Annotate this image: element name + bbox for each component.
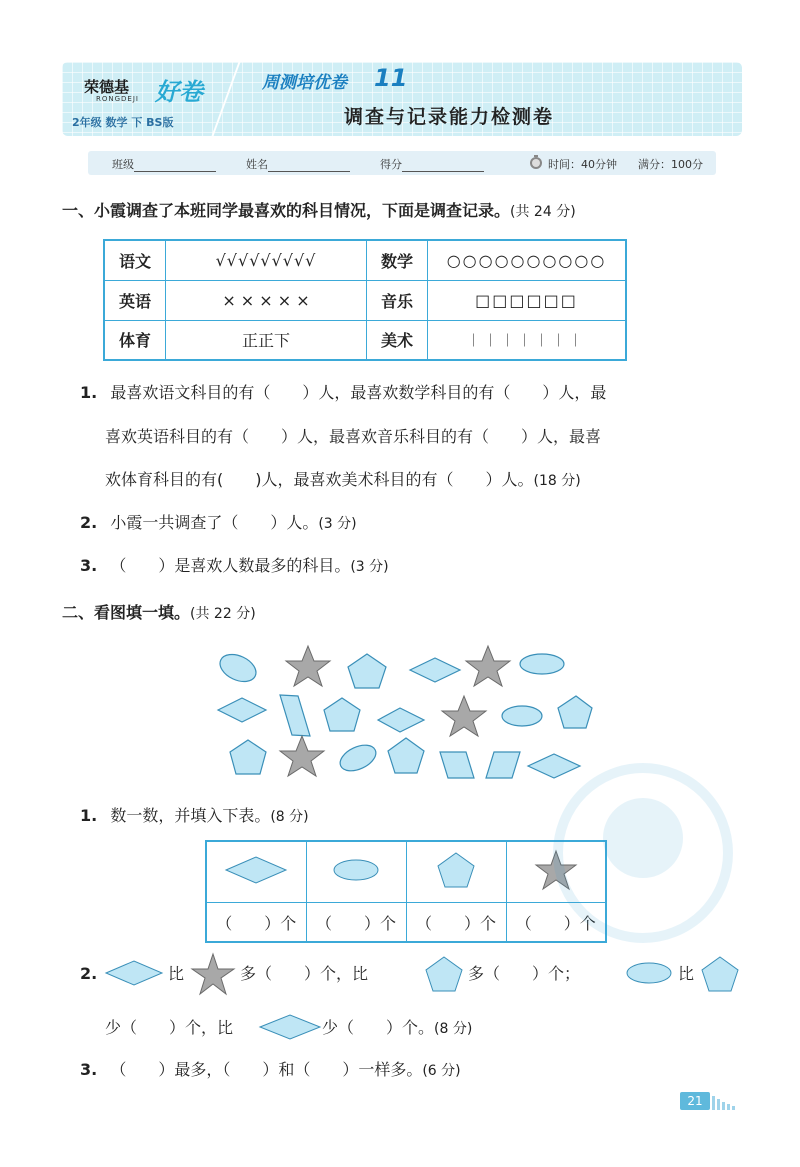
question-1-3: 3. （ ）是喜欢人数最多的科目。(3 分) <box>80 556 389 575</box>
score-blank[interactable] <box>402 159 484 172</box>
full-score: 满分：100分 <box>638 158 703 171</box>
shapes-picture <box>210 640 600 790</box>
text-duo-2: 多（ ）个； <box>468 964 581 983</box>
page-number: 21 <box>680 1092 710 1110</box>
survey-table <box>103 239 627 361</box>
rhombus-icon <box>258 1012 322 1042</box>
pentagon-shape <box>324 698 360 731</box>
tally-cell: √√√√√√√√√ <box>166 240 367 280</box>
question-1-1-line3: 欢体育科目的有( )人，最喜欢美术科目的有（ ）人。(18 分) <box>105 470 581 489</box>
tally-cell: □□□□□□ <box>428 280 627 320</box>
clock-icon <box>528 154 544 173</box>
star-shape <box>280 736 324 776</box>
question-1-1: 1. 最喜欢语文科目的有（ ）人，最喜欢数学科目的有（ ）人，最 <box>80 383 607 402</box>
parallelogram-shape <box>280 695 310 736</box>
question-1-2: 2. 小霞一共调查了（ ）人。(3 分) <box>80 513 357 532</box>
pentagon-shape <box>558 696 592 728</box>
subject-label: 英语 <box>104 280 166 320</box>
brand-name: 荣德基 <box>84 78 130 96</box>
class-blank[interactable] <box>134 159 216 172</box>
grade-label: 2年级 数学 下 BS版 <box>72 116 174 129</box>
oval-shape <box>336 740 380 776</box>
rhombus-shape <box>410 658 460 682</box>
pentagon-icon-cell <box>406 841 506 903</box>
text-bi-1: 比 <box>168 964 185 983</box>
time-limit: 时间：40分钟 <box>548 158 617 171</box>
pentagon-icon <box>700 955 740 993</box>
text-bi-2: 比 <box>678 964 695 983</box>
series-number: 11 <box>374 64 408 92</box>
oval-icon <box>624 960 674 986</box>
tally-cell: ｜｜｜｜｜｜｜ <box>428 320 627 360</box>
subject-label: 数学 <box>367 240 428 280</box>
star-shape <box>286 646 330 686</box>
section1-title: 一、小霞调查了本班同学最喜欢的科目情况，下面是调查记录。(共 24 分) <box>62 201 576 220</box>
text-shao-1: 少（ ）个，比 <box>105 1018 234 1037</box>
subject-label: 体育 <box>104 320 166 360</box>
info-bar <box>88 151 716 175</box>
text-shao-2: 少（ ）个。(8 分) <box>322 1018 473 1037</box>
page-bars-decoration <box>712 1096 740 1110</box>
logo-text: 好卷 <box>155 78 203 106</box>
oval-icon-cell <box>306 841 406 903</box>
star-shape <box>466 646 510 686</box>
name-blank[interactable] <box>268 159 350 172</box>
count-table <box>205 840 607 943</box>
star-shape <box>442 696 486 736</box>
rhombus-shape <box>218 698 266 722</box>
tally-cell: ○○○○○○○○○○ <box>428 240 627 280</box>
star-icon <box>190 952 236 996</box>
tally-cell: × × × × × <box>166 280 367 320</box>
name-label: 姓名 <box>246 158 268 171</box>
subject-label: 美术 <box>367 320 428 360</box>
question-2-3: 3. （ ）最多，（ ）和（ ）一样多。(6 分) <box>80 1060 461 1079</box>
pentagon-shape <box>230 740 266 774</box>
brand-english: RONGDEJI <box>96 95 139 103</box>
class-label: 班级 <box>112 158 134 171</box>
tally-cell: 正正下 <box>166 320 367 360</box>
subject-label: 音乐 <box>367 280 428 320</box>
score-label: 得分 <box>380 158 402 171</box>
section2-title: 二、看图填一填。(共 22 分) <box>62 603 256 622</box>
count-blank-pentagon[interactable]: （ ）个 <box>406 903 506 943</box>
mascot-watermark <box>548 758 738 958</box>
test-subtitle: 调查与记录能力检测卷 <box>344 106 555 128</box>
count-blank-oval[interactable]: （ ）个 <box>306 903 406 943</box>
pentagon-icon <box>424 955 464 993</box>
question-1-1-line2: 喜欢英语科目的有（ ）人，最喜欢音乐科目的有（ ）人，最喜 <box>105 427 602 446</box>
question-2-2-number: 2. <box>80 964 98 983</box>
parallelogram-shape <box>440 752 474 778</box>
pentagon-shape <box>348 654 386 688</box>
count-blank-rhombus[interactable]: （ ）个 <box>206 903 306 943</box>
rhombus-shape <box>378 708 424 732</box>
oval-shape <box>216 649 261 687</box>
oval-shape <box>520 654 564 674</box>
rhombus-icon-cell <box>206 841 306 903</box>
count-blank-star[interactable]: （ ）个 <box>506 903 606 943</box>
subject-label: 语文 <box>104 240 166 280</box>
pentagon-shape <box>388 738 424 773</box>
parallelogram-shape <box>486 752 520 778</box>
series-title: 周测培优卷 <box>262 73 347 93</box>
oval-shape <box>502 706 542 726</box>
question-2-1: 1. 数一数，并填入下表。(8 分) <box>80 806 309 825</box>
rhombus-icon <box>104 958 164 988</box>
text-duo-1: 多（ ）个，比 <box>240 964 369 983</box>
